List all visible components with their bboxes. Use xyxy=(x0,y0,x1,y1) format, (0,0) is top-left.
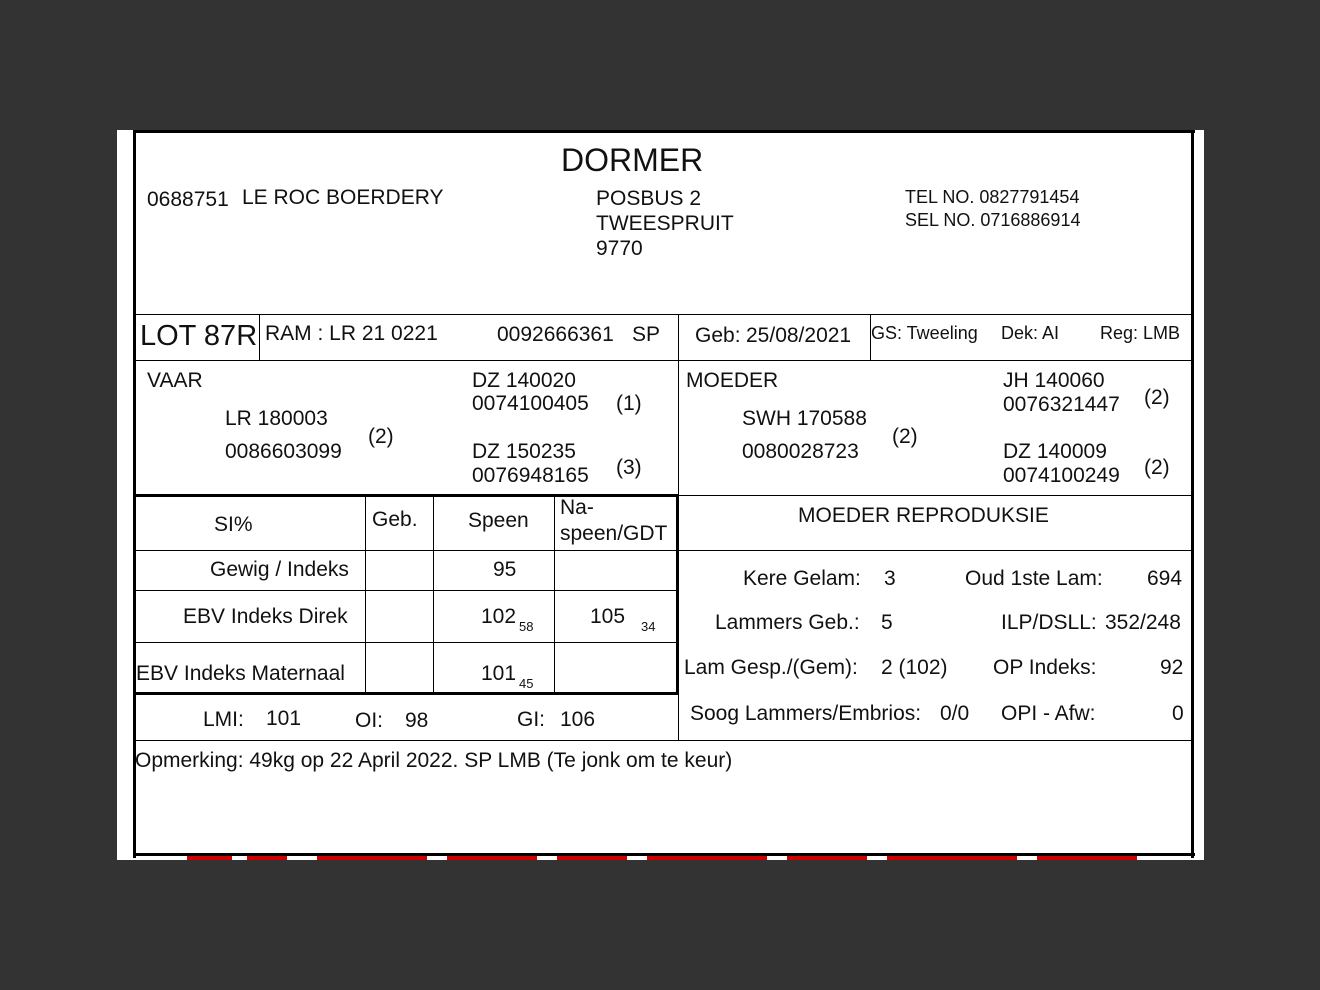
speen-header: Speen xyxy=(468,509,529,532)
lot-divider xyxy=(259,314,260,360)
indices-bottom-line xyxy=(133,740,1193,741)
reg-value: Reg: LMB xyxy=(1100,323,1181,343)
row-gewig-speen: 95 xyxy=(493,558,517,581)
ram-id: 0092666361 xyxy=(497,323,614,346)
owner-name: LE ROC BOERDERY xyxy=(242,186,444,209)
lmi-label: LMI: xyxy=(203,708,244,731)
repro-header-line xyxy=(679,550,1193,551)
repro-title: MOEDER REPRODUKSIE xyxy=(798,504,1049,527)
vaar-label: VAAR xyxy=(147,369,203,392)
dam-dam-id: 0074100249 xyxy=(1003,464,1120,487)
row-direk-label: EBV Indeks Direk xyxy=(183,605,348,628)
sire-sire-count: (1) xyxy=(616,392,642,415)
lmi-value: 101 xyxy=(266,707,302,730)
si-col-divider-1 xyxy=(365,494,366,694)
sire-dam-code: DZ 150235 xyxy=(472,440,576,463)
row-gewig-label: Gewig / Indeks xyxy=(210,558,349,581)
sire-code: LR 180003 xyxy=(225,407,328,430)
si-col-divider-2 xyxy=(433,494,434,694)
si-table-top-line xyxy=(133,494,679,497)
sire-dam-count: (3) xyxy=(616,456,642,479)
ram-divider xyxy=(678,314,679,360)
gi-label: GI: xyxy=(517,708,546,731)
address-line-1: POSBUS 2 xyxy=(596,187,702,210)
naspeen-header-line-2: speen/GDT xyxy=(560,522,668,545)
si-table-right-line xyxy=(676,494,679,694)
sel-number: SEL NO. 0716886914 xyxy=(905,210,1081,230)
geb-header: Geb. xyxy=(372,508,418,531)
lamgesp-label: Lam Gesp./(Gem): xyxy=(684,656,858,679)
si-table-bottom-line xyxy=(133,692,679,695)
sire-dam-id: 0076948165 xyxy=(472,464,589,487)
si-header-line xyxy=(133,550,679,551)
gs-value: GS: Tweeling xyxy=(871,323,978,343)
si-col-divider-3 xyxy=(554,494,555,694)
lot-card xyxy=(117,130,1204,860)
naspeen-header-line-1: Na- xyxy=(560,496,594,519)
oud-label: Oud 1ste Lam: xyxy=(965,567,1103,590)
dam-dam-count: (2) xyxy=(1144,456,1170,479)
dam-sire-id: 0076321447 xyxy=(1003,393,1120,416)
dam-count: (2) xyxy=(892,425,918,448)
dam-sire-count: (2) xyxy=(1144,386,1170,409)
tel-number: TEL NO. 0827791454 xyxy=(905,187,1080,207)
ram-status: SP xyxy=(632,323,661,346)
op-value: 92 xyxy=(1160,656,1184,679)
row-direk-naspeen: 105 $_{34}$ xyxy=(590,605,656,634)
lot-row-bottom-line xyxy=(133,360,1193,361)
oi-value: 98 xyxy=(405,709,429,732)
ram-code: RAM : LR 21 0221 xyxy=(265,322,438,345)
lammers-label: Lammers Geb.: xyxy=(715,611,860,634)
si-row-2-line xyxy=(133,642,679,643)
geb-label: Geb: xyxy=(695,324,741,347)
dek-value: Dek: AI xyxy=(1001,323,1060,343)
opi-label: OPI - Afw: xyxy=(1001,702,1096,725)
oi-label: OI: xyxy=(355,709,384,732)
kere-label: Kere Gelam: xyxy=(743,567,861,590)
oud-value: 694 xyxy=(1147,567,1183,590)
ilp-label: ILP/DSLL: xyxy=(1001,611,1097,634)
gi-value: 106 xyxy=(560,708,596,731)
sire-sire-code: DZ 140020 xyxy=(472,369,576,392)
owner-code: 0688751 xyxy=(147,188,229,211)
row-maternaal-speen: 101 $_{45}$ xyxy=(481,662,534,691)
frame-right xyxy=(1191,130,1194,858)
address-line-2: TWEESPRUIT xyxy=(596,212,734,235)
breed-title: DORMER xyxy=(561,142,704,178)
cut-off-red-text xyxy=(177,854,1157,860)
indices-divider xyxy=(678,694,679,740)
op-label: OP Indeks: xyxy=(993,656,1097,679)
si-header: SI% xyxy=(214,513,253,536)
soog-label: Soog Lammers/Embrios: xyxy=(690,702,922,725)
sire-sire-id: 0074100405 xyxy=(472,392,589,415)
remark: Opmerking: 49kg op 22 April 2022. SP LMB (Te jonk om te keur) xyxy=(135,749,733,772)
dam-code: SWH 170588 xyxy=(742,407,867,430)
lot-row-top-line xyxy=(133,314,1193,315)
frame-top xyxy=(133,130,1195,133)
kere-value: 3 xyxy=(884,567,896,590)
lot-number: LOT 87R xyxy=(140,320,258,352)
geb-date: 25/08/2021 xyxy=(746,324,852,347)
moeder-label: MOEDER xyxy=(686,369,779,392)
soog-value: 0/0 xyxy=(940,702,970,725)
lamgesp-value: 2 (102) xyxy=(881,656,948,679)
opi-value: 0 xyxy=(1172,702,1184,725)
sire-id: 0086603099 xyxy=(225,440,342,463)
address-line-3: 9770 xyxy=(596,237,643,260)
ilp-value: 352/248 xyxy=(1105,611,1181,634)
sire-count: (2) xyxy=(368,425,394,448)
dam-id: 0080028723 xyxy=(742,440,859,463)
row-maternaal-label: EBV Indeks Maternaal xyxy=(136,662,345,685)
si-row-1-line xyxy=(133,590,679,591)
lammers-value: 5 xyxy=(881,611,893,634)
dam-dam-code: DZ 140009 xyxy=(1003,440,1107,463)
pedigree-divider xyxy=(678,360,679,495)
repro-top-line xyxy=(679,495,1193,496)
dam-sire-code: JH 140060 xyxy=(1003,369,1105,392)
row-direk-speen: 102 $_{58}$ xyxy=(481,605,534,634)
